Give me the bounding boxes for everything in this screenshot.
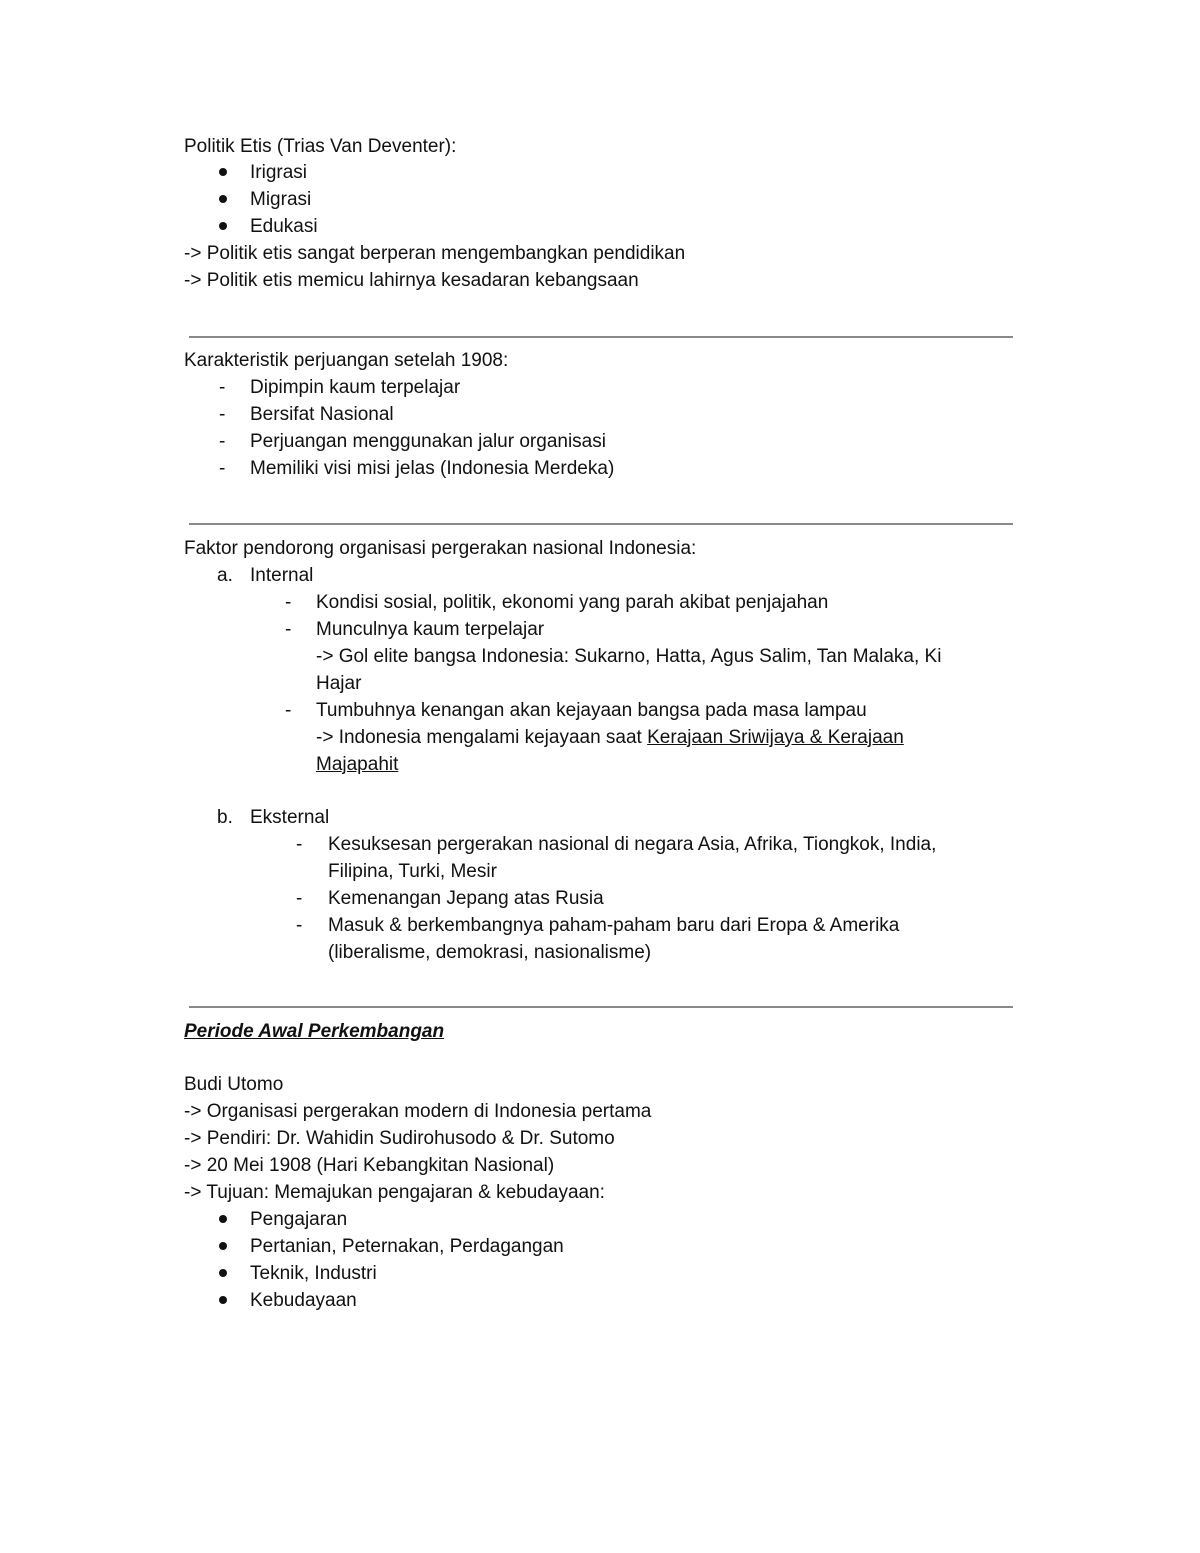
bullet-icon [219, 1296, 227, 1304]
bullet-icon [219, 1242, 227, 1250]
list-item: Masuk & berkembangnya paham-paham baru dari Eropa & Amerika [328, 915, 900, 936]
note-text: -> Indonesia mengalami kejayaan saat [316, 727, 648, 748]
sublist-heading-internal: Internal [250, 565, 314, 586]
dash-marker: - [219, 404, 226, 425]
list-item: Irigrasi [250, 162, 308, 183]
note-line: -> Politik etis memicu lahirnya kesadaran kebangsaan [184, 270, 639, 291]
horizontal-rule [189, 523, 1013, 525]
list-item: Pertanian, Peternakan, Perdagangan [250, 1236, 564, 1257]
list-item: Tumbuhnya kenangan akan kejayaan bangsa pada masa lampau [316, 700, 867, 721]
dash-marker: - [285, 619, 292, 640]
dash-marker: - [296, 915, 303, 936]
note-line: -> Organisasi pergerakan modern di Indonesia pertama [184, 1101, 652, 1122]
bullet-icon [219, 222, 227, 230]
dash-marker: - [219, 458, 226, 479]
subsection-title: Budi Utomo [184, 1074, 284, 1095]
horizontal-rule [189, 336, 1013, 338]
dash-marker: - [285, 700, 292, 721]
dash-marker: - [219, 377, 226, 398]
note-line: -> Politik etis sangat berperan mengembangkan pendidikan [184, 243, 686, 264]
list-item: Kondisi sosial, politik, ekonomi yang parah akibat penjajahan [316, 592, 829, 613]
list-item: Kemenangan Jepang atas Rusia [328, 888, 604, 909]
note-line: -> 20 Mei 1908 (Hari Kebangkitan Nasional) [184, 1155, 555, 1176]
list-marker-b: b. [217, 807, 233, 828]
list-item: Memiliki visi misi jelas (Indonesia Merdeka) [250, 458, 615, 479]
dash-marker: - [296, 888, 303, 909]
note-line: -> Tujuan: Memajukan pengajaran & kebudayaan: [184, 1182, 605, 1203]
list-item-continued: (liberalisme, demokrasi, nasionalisme) [328, 942, 652, 963]
dash-marker: - [296, 834, 303, 855]
bullet-icon [219, 195, 227, 203]
list-item: Edukasi [250, 216, 318, 237]
list-item: Teknik, Industri [250, 1263, 377, 1284]
list-marker-a: a. [217, 565, 233, 586]
dash-marker: - [219, 431, 226, 452]
bullet-icon [219, 168, 227, 176]
horizontal-rule [189, 1006, 1013, 1008]
note-line [316, 724, 904, 751]
list-item-continued: Filipina, Turki, Mesir [328, 861, 497, 882]
bullet-icon [219, 1215, 227, 1223]
note-line: -> Pendiri: Dr. Wahidin Sudirohusodo & Dr. Sutomo [184, 1128, 615, 1149]
list-item: Bersifat Nasional [250, 404, 394, 425]
section-title: Karakteristik perjuangan setelah 1908: [184, 350, 509, 371]
list-item: Kesuksesan pergerakan nasional di negara Asia, Afrika, Tiongkok, India, [328, 834, 937, 855]
list-item: Dipimpin kaum terpelajar [250, 377, 461, 398]
bullet-icon [219, 1269, 227, 1277]
section-title: Politik Etis (Trias Van Deventer): [184, 136, 457, 157]
note-line: Hajar [316, 673, 362, 694]
list-item: Migrasi [250, 189, 312, 210]
list-item: Perjuangan menggunakan jalur organisasi [250, 431, 606, 452]
list-item: Pengajaran [250, 1209, 348, 1230]
list-item: Munculnya kaum terpelajar [316, 619, 545, 640]
note-line: -> Gol elite bangsa Indonesia: Sukarno, Hatta, Agus Salim, Tan Malaka, Ki [316, 646, 942, 667]
dash-marker: - [285, 592, 292, 613]
sublist-heading-eksternal: Eksternal [250, 807, 330, 828]
section-heading: Periode Awal Perkembangan [184, 1021, 445, 1042]
kingdoms-link-continued[interactable]: Majapahit [316, 754, 399, 775]
kingdoms-link[interactable]: Kerajaan Sriwijaya & Kerajaan [647, 727, 904, 748]
list-item: Kebudayaan [250, 1290, 357, 1311]
section-title: Faktor pendorong organisasi pergerakan nasional Indonesia: [184, 538, 697, 559]
